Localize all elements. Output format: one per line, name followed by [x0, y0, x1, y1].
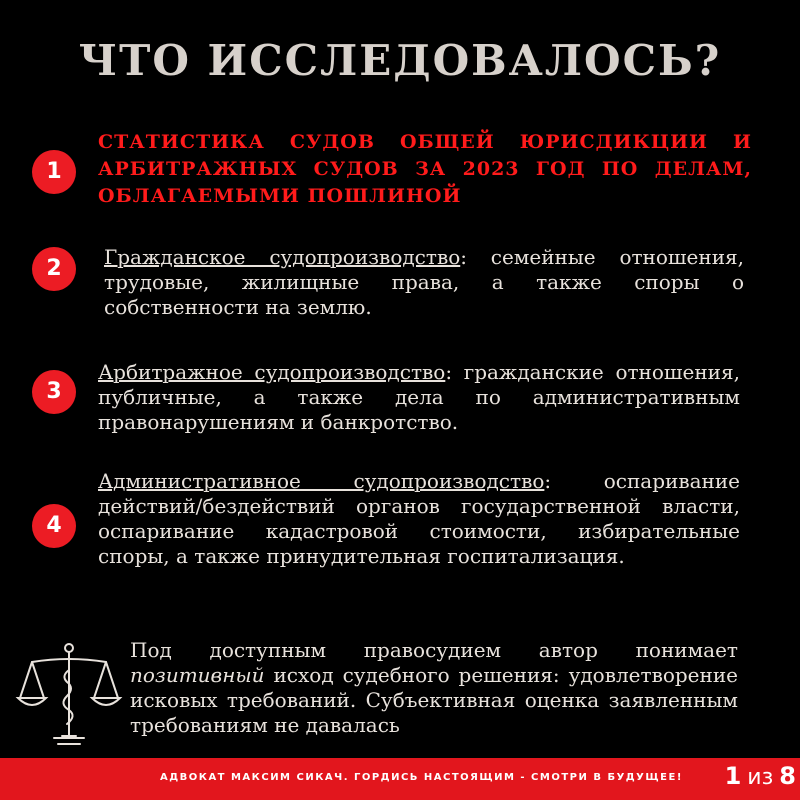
page-indicator [725, 762, 796, 790]
note-emphasis: позитивный [130, 663, 265, 687]
number-badge-1: 1 [32, 150, 76, 194]
page-total: 8 [779, 762, 796, 790]
item-2-description: : семейные отношения, трудовые, жилищные права, а также споры о собственности на землю. [104, 245, 744, 319]
page-current: 1 [724, 762, 742, 790]
footer-bar [0, 758, 800, 800]
number-badge-2: 2 [32, 247, 76, 291]
footer-slogan: АДВОКАТ МАКСИМ СИКАЧ. ГОРДИСЬ НАСТОЯЩИМ - СМОТРИ В БУДУЩЕЕ! [160, 772, 683, 783]
item-4-text [98, 469, 740, 569]
number-badge-3: 3 [32, 370, 76, 414]
note-part-1: Под доступным правосудием автор понимает [130, 638, 738, 662]
item-4-term: Административное судопроизводство [98, 469, 545, 493]
note-part-2: исход судебного решения: удовлетворение исковых требований. Субъективная оценка заявленным требованиям не давалась [130, 663, 738, 737]
item-2-text [104, 245, 744, 320]
page-title: ЧТО ИССЛЕДОВАЛОСЬ? [78, 36, 722, 85]
item-3-text [98, 360, 740, 435]
item-3-term: Арбитражное судопроизводство [98, 360, 446, 384]
definition-note [130, 638, 738, 738]
item-2-term: Гражданское судопроизводство [104, 245, 461, 269]
item-3-description: : гражданские отношения, публичные, а также дела по административным правонарушениям и банкротство. [98, 360, 740, 434]
number-badge-4: 4 [32, 504, 76, 548]
item-1-text: СТАТИСТИКА СУДОВ ОБЩЕЙ ЮРИСДИКЦИИ И АРБИТРАЖНЫХ СУДОВ ЗА 2023 ГОД ПО ДЕЛАМ, ОБЛАГАЕМЫМИ ПОШЛИНОЙ [98, 131, 752, 207]
scales-of-justice-icon [14, 640, 124, 750]
page-of-label: из [747, 765, 774, 790]
item-4-description: : оспаривание действий/бездействий органов государственной власти, оспаривание кадастровой стоимости, избирательные споры, а также принудительная госпитализация. [98, 469, 741, 568]
